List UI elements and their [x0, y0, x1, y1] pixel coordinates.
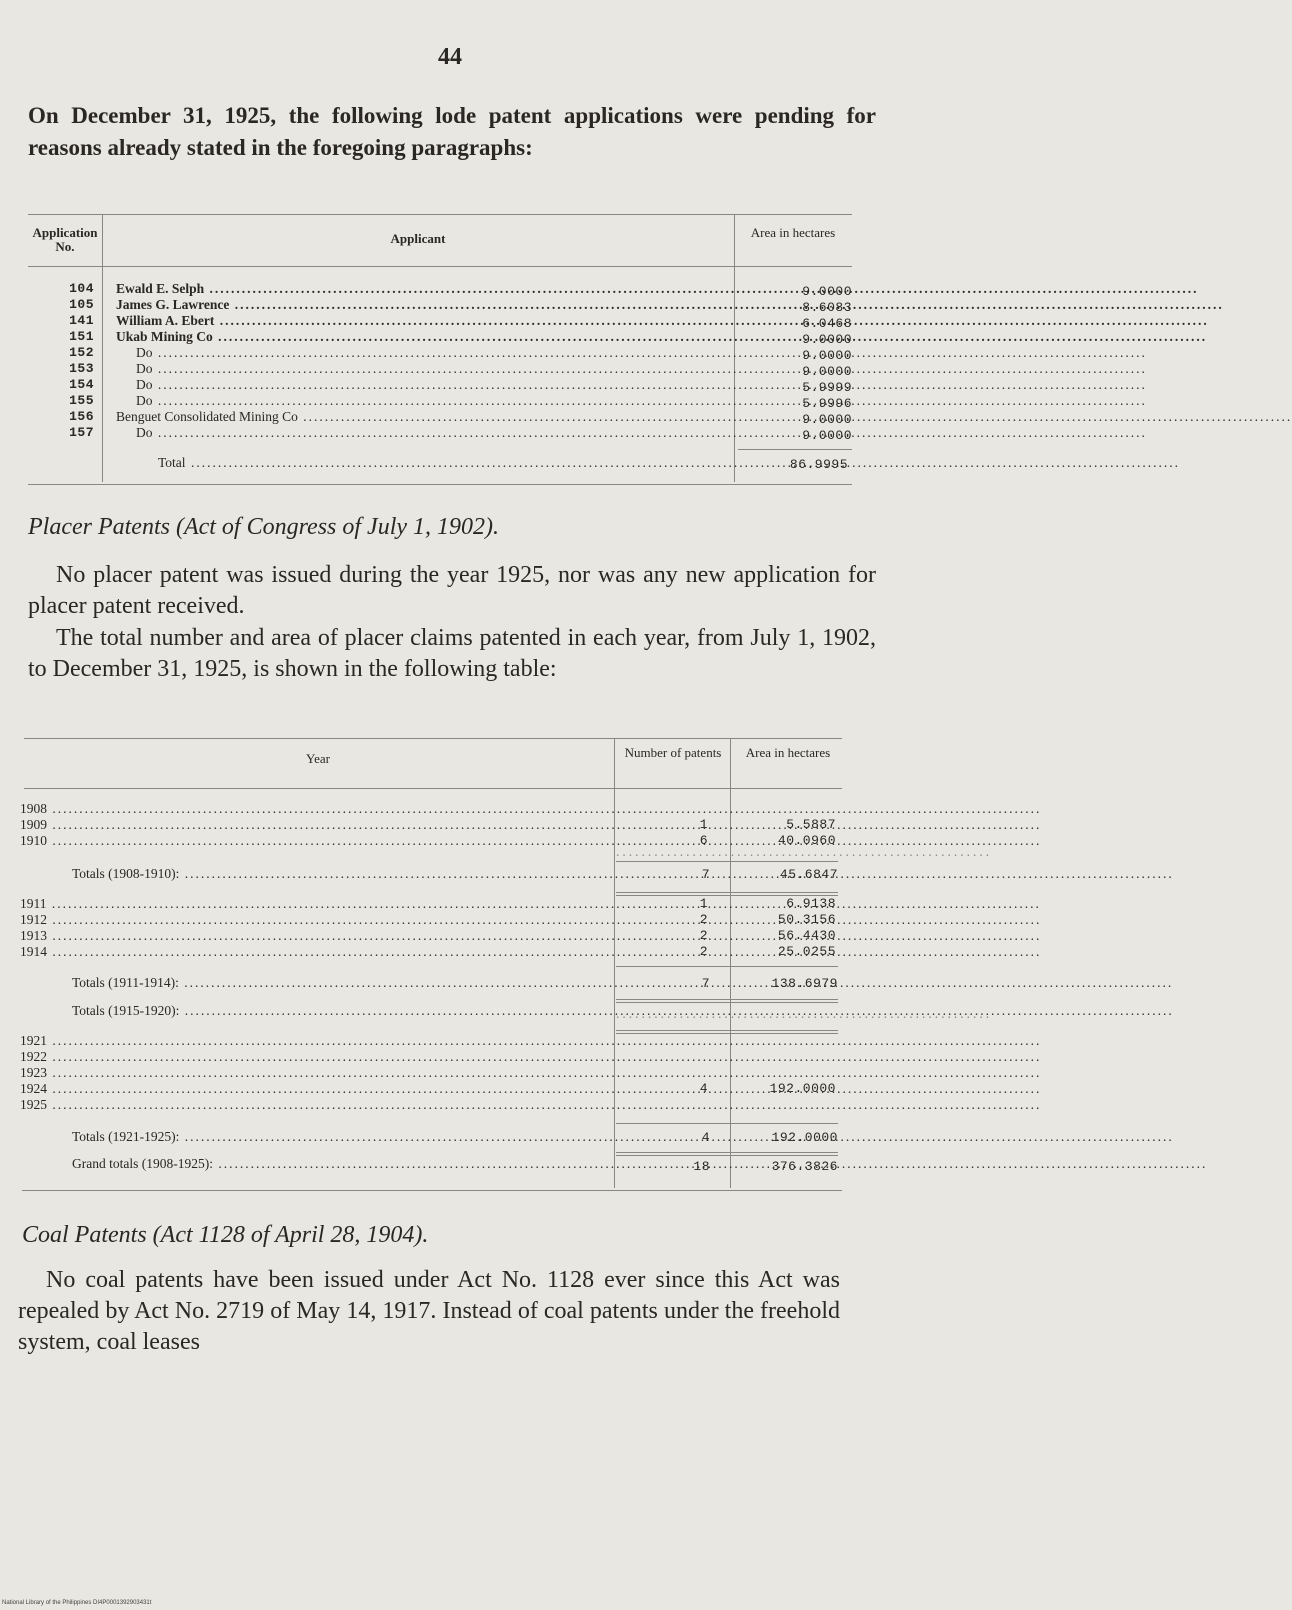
grand-totals-count: 18 — [693, 1159, 710, 1174]
patent-count: 1 — [699, 817, 708, 832]
totals-count: 4 — [701, 1130, 710, 1145]
area-value: 40.0960 — [777, 833, 836, 848]
coal-paragraph: No coal patents have been issued under Act No. 1128 ever since this Act was repealed by Act No. 2719 of May 14, 1917. Instead of coal patents under the freehold system, coal leases — [18, 1267, 840, 1355]
totals-label: Totals (1915-1920): ..... — [72, 1003, 610, 1019]
placer-group-1911-1914 — [20, 896, 842, 960]
table-row — [20, 1081, 842, 1097]
year-label: 1923 ..... — [20, 1065, 610, 1081]
table-rule — [28, 214, 852, 215]
applicant-name: Ewald E. Selph ..... — [116, 281, 724, 297]
table-row — [20, 1097, 842, 1113]
table-rule — [24, 738, 842, 739]
area-value — [716, 1049, 836, 1065]
totals-count: 7 — [701, 976, 710, 991]
patent-count — [614, 1097, 708, 1113]
applicant-name: Do ..... — [136, 345, 724, 361]
area-value: 192.0000 — [769, 1081, 836, 1096]
year-label: 1912 ..... — [20, 912, 610, 928]
table-row — [28, 281, 852, 297]
year-label: 1913 ..... — [20, 928, 610, 944]
application-number: 154 — [69, 377, 94, 392]
area-value: 9.0000 — [802, 412, 852, 427]
subtotal-rule — [616, 966, 838, 967]
year-label: 1922 ..... — [20, 1049, 610, 1065]
subtotal-rule — [616, 1123, 838, 1124]
table-row — [28, 409, 852, 425]
year-label: 1924 ..... — [20, 1081, 610, 1097]
subtotal-rule — [616, 892, 838, 893]
header-application-no: Application No. — [32, 225, 98, 254]
patent-count: 4 — [699, 1081, 708, 1096]
patent-count: 1 — [699, 896, 708, 911]
header-number-of-patents: Number of patents — [624, 745, 722, 760]
table-row — [20, 1065, 842, 1081]
placer-patents-heading: Placer Patents (Act of Congress of July 1, 1902). — [28, 514, 500, 540]
placer-paragraph-1: No placer patent was issued during the year 1925, nor was any new application for placer patent received. — [28, 562, 876, 619]
totals-label: Totals (1908-1910): ..... — [72, 866, 610, 882]
lode-rows — [28, 281, 852, 441]
area-value: 5.9996 — [802, 396, 852, 411]
year-label: 1908 ..... — [20, 801, 610, 817]
totals-label: Totals (1921-1925): ..... — [72, 1129, 610, 1145]
patent-count — [614, 1033, 708, 1049]
table-row — [20, 944, 842, 960]
table-rule — [22, 1190, 842, 1191]
subtotal-rule — [616, 1030, 838, 1031]
patent-count: 2 — [699, 944, 708, 959]
totals-area: 192.0000 — [771, 1130, 838, 1145]
table-rule — [28, 484, 852, 485]
applicant-name: William A. Ebert ..... — [116, 313, 724, 329]
applicant-name: Do ..... — [136, 377, 724, 393]
area-value — [716, 1065, 836, 1081]
year-label: 1911 ..... — [20, 896, 610, 912]
total-value: 86.9995 — [789, 457, 848, 472]
table-row — [28, 313, 852, 329]
library-footer: National Library of the Philippines DI4P0001392903431t — [2, 1600, 152, 1606]
application-number: 151 — [69, 329, 94, 344]
patent-count — [614, 801, 708, 817]
empty-dots: ........................................................... — [616, 1006, 993, 1021]
application-number: 141 — [69, 313, 94, 328]
table-row — [28, 345, 852, 361]
area-value: 9.0000 — [802, 348, 852, 363]
area-value: 9.0000 — [802, 428, 852, 443]
patent-count: 2 — [699, 912, 708, 927]
area-value: 6.0468 — [802, 316, 852, 331]
area-value — [716, 801, 836, 817]
applicant-name: Benguet Consolidated Mining Co ..... — [116, 409, 724, 425]
table-row — [20, 928, 842, 944]
placer-paragraph-2: The total number and area of placer claims patented in each year, from July 1, 1902, to December 31, 1925, is shown in the following table: — [28, 625, 876, 682]
applicant-name: Do ..... — [136, 393, 724, 409]
applicant-name: Do ..... — [136, 425, 724, 441]
area-value: 5.5887 — [786, 817, 836, 832]
totals-count: 7 — [701, 867, 710, 882]
totals-label: Totals (1911-1914): ..... — [72, 975, 610, 991]
table-row — [28, 393, 852, 409]
totals-area: 45.6847 — [779, 867, 838, 882]
year-label: 1914 ..... — [20, 944, 610, 960]
table-row — [28, 329, 852, 345]
area-value: 9.0000 — [802, 332, 852, 347]
table-row — [28, 361, 852, 377]
application-number: 152 — [69, 345, 94, 360]
totals-area: 138.6979 — [771, 976, 838, 991]
area-value: 6.9138 — [786, 896, 836, 911]
header-applicant: Applicant — [390, 231, 446, 246]
header-year: Year — [306, 751, 330, 766]
area-value — [716, 1097, 836, 1113]
year-label: 1925 ..... — [20, 1097, 610, 1113]
empty-dots: ........................................................... — [616, 844, 993, 859]
area-value: 9.0000 — [802, 364, 852, 379]
application-number: 155 — [69, 393, 94, 408]
coal-patents-heading: Coal Patents (Act 1128 of April 28, 1904). — [22, 1222, 429, 1248]
subtotal-rule — [616, 999, 838, 1000]
application-number: 157 — [69, 425, 94, 440]
total-rule — [738, 449, 852, 450]
area-value: 50.3156 — [777, 912, 836, 927]
subtotal-rule — [616, 861, 838, 862]
grand-totals-label: Grand totals (1908-1925): ..... — [72, 1156, 610, 1172]
table-row — [28, 425, 852, 441]
area-value: 5.9999 — [802, 380, 852, 395]
application-number: 105 — [69, 297, 94, 312]
year-label: 1910 ..... — [20, 833, 610, 849]
patent-count: 2 — [699, 928, 708, 943]
applicant-name: Ukab Mining Co ..... — [116, 329, 724, 345]
application-number: 153 — [69, 361, 94, 376]
year-label: 1921 ..... — [20, 1033, 610, 1049]
placer-group-1908-1910 — [20, 801, 842, 849]
total-label: Total ..... — [158, 455, 732, 471]
table-row — [28, 297, 852, 313]
table-row — [20, 801, 842, 817]
area-value — [716, 1033, 836, 1049]
table-rule — [24, 788, 842, 789]
patent-count: 6 — [699, 833, 708, 848]
application-number: 156 — [69, 409, 94, 424]
table-rule — [28, 266, 852, 267]
intro-paragraph: On December 31, 1925, the following lode patent applications were pending for reasons already stated in the foregoing paragraphs: — [28, 103, 876, 160]
table-row — [20, 896, 842, 912]
table-row — [28, 377, 852, 393]
area-value: 9.0000 — [802, 284, 852, 299]
area-value: 56.4430 — [777, 928, 836, 943]
area-value: 8.6083 — [802, 300, 852, 315]
placer-group-1921-1925 — [20, 1033, 842, 1113]
header-area: Area in hectares — [750, 225, 836, 240]
subtotal-rule — [616, 1152, 838, 1153]
applicant-name: James G. Lawrence ..... — [116, 297, 724, 313]
table-row — [20, 1033, 842, 1049]
year-label: 1909 ..... — [20, 817, 610, 833]
patent-count — [614, 1049, 708, 1065]
patent-count — [614, 1065, 708, 1081]
grand-totals-area: 376.3826 — [771, 1159, 838, 1174]
table-row — [20, 1049, 842, 1065]
application-number: 104 — [69, 281, 94, 296]
header-area: Area in hectares — [745, 745, 831, 760]
table-row — [20, 817, 842, 833]
page-number: 44 — [438, 44, 462, 70]
area-value: 25.0255 — [777, 944, 836, 959]
table-row — [20, 912, 842, 928]
applicant-name: Do ..... — [136, 361, 724, 377]
